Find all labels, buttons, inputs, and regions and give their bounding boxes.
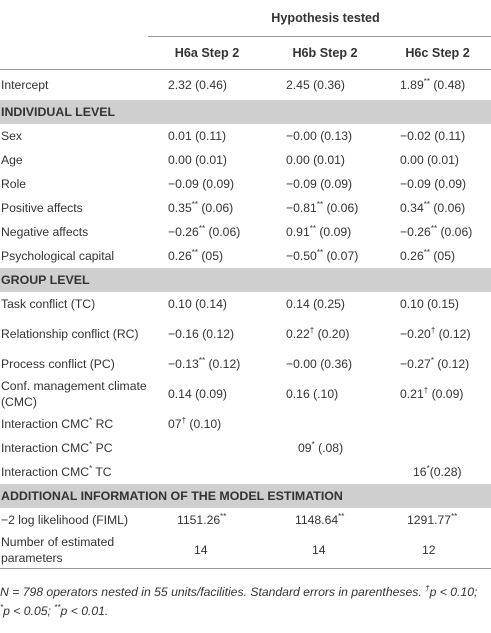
row-label: Psychological capital	[1, 249, 115, 263]
cell: 0.35** (0.06)	[168, 200, 234, 215]
table-row	[0, 172, 491, 196]
table-row	[0, 196, 491, 220]
cell: −0.00 (0.36)	[286, 357, 353, 371]
cell: 0.26** (05)	[168, 248, 224, 263]
cell: 09* (.08)	[298, 440, 344, 455]
row-label: Role	[1, 177, 27, 191]
cell: 0.10 (0.14)	[168, 297, 227, 311]
col-header-h6c: H6c Step 2	[384, 37, 491, 70]
cell: 07† (0.10)	[168, 416, 222, 431]
cell: 0.21† (0.09)	[400, 386, 464, 401]
cell: 0.34** (0.06)	[400, 200, 466, 215]
hypothesis-tested-header: Hypothesis tested	[271, 11, 380, 25]
row-label: Negative affects	[1, 225, 89, 239]
col-header-h6a: H6a Step 2	[148, 37, 266, 70]
cell: −0.09 (0.09)	[286, 177, 353, 191]
section-group-level: GROUP LEVEL	[0, 268, 491, 292]
cell: −0.16 (0.12)	[168, 327, 235, 341]
row-label: Number of estimated parameters	[0, 532, 148, 569]
cell	[148, 436, 266, 460]
row-label: Relationship conflict (RC)	[1, 327, 139, 341]
cell: −0.20† (0.12)	[400, 326, 471, 341]
section-header	[0, 268, 491, 292]
cell: −0.27* (0.12)	[400, 356, 470, 371]
cell: −0.02 (0.11)	[400, 129, 466, 143]
row-label: Sex	[1, 129, 23, 143]
cell: −0.13** (0.12)	[168, 356, 241, 371]
header-group-row	[0, 0, 491, 37]
cell	[384, 436, 491, 460]
table-row	[0, 460, 491, 484]
table-row	[0, 376, 491, 412]
cell: 14	[266, 532, 384, 569]
table-footnote	[0, 583, 491, 621]
cell: 0.14 (0.09)	[168, 387, 227, 401]
cell: −0.09 (0.09)	[400, 177, 467, 191]
table-row	[0, 508, 491, 532]
table-row	[0, 292, 491, 316]
table-row	[0, 220, 491, 244]
footnote-line-2: *p < 0.05; **p < 0.01.	[0, 603, 109, 618]
cell: 16*(0.28)	[413, 464, 462, 479]
cell: −0.09 (0.09)	[168, 177, 235, 191]
cell	[384, 412, 491, 436]
cell: −0.26** (0.06)	[400, 224, 473, 239]
cell: 1148.64**	[295, 512, 345, 527]
table-row	[0, 316, 491, 352]
cell: −0.81** (0.06)	[286, 200, 359, 215]
cell: 0.16 (.10)	[286, 387, 339, 401]
section-header	[0, 484, 491, 508]
row-label: Interaction CMC* PC	[1, 440, 113, 455]
cell: 0.91** (0.09)	[286, 224, 352, 239]
cell: 0.22† (0.20)	[286, 326, 350, 341]
table-row	[0, 436, 491, 460]
cell: 0.10 (0.15)	[400, 297, 459, 311]
table-row	[0, 148, 491, 172]
row-label: Interaction CMC* TC	[1, 464, 112, 479]
section-individual-level: INDIVIDUAL LEVEL	[0, 100, 491, 124]
col-header-h6b: H6b Step 2	[266, 37, 384, 70]
cell: 0.00 (0.01)	[400, 153, 459, 167]
cell: 0.01 (0.11)	[168, 129, 227, 143]
footnote-line-1: N = 798 operators nested in 55 units/facilities. Standard errors in parentheses. †p < 0.10;	[0, 584, 478, 599]
row-label: Age	[1, 153, 23, 167]
row-label: Positive affects	[1, 201, 83, 215]
cell: 14	[148, 532, 266, 569]
cell: 0.14 (0.25)	[286, 297, 345, 311]
table-row	[0, 352, 491, 376]
section-additional-info: ADDITIONAL INFORMATION OF THE MODEL ESTIMATION	[0, 484, 491, 508]
row-label: −2 log likelihood (FIML)	[1, 513, 129, 527]
cell: −0.50** (0.07)	[286, 248, 359, 263]
cell: −0.26** (0.06)	[168, 224, 241, 239]
header-columns-row	[0, 37, 491, 70]
row-label: Interaction CMC* RC	[1, 416, 114, 431]
cell	[266, 460, 384, 484]
table-row	[0, 412, 491, 436]
row-label: Intercept	[1, 78, 49, 92]
cell: 12	[384, 532, 491, 569]
cell: 2.32 (0.46)	[168, 78, 227, 92]
cell: 1151.26**	[177, 512, 227, 527]
header-blank	[0, 37, 148, 70]
cell	[266, 412, 384, 436]
cell: 0.00 (0.01)	[286, 153, 345, 167]
table-row	[0, 70, 491, 101]
row-label: Conf. management climate (CMC)	[1, 379, 147, 409]
cell: 1.89** (0.48)	[400, 77, 466, 92]
cell: 2.45 (0.36)	[286, 78, 345, 92]
row-label: Task conflict (TC)	[1, 297, 96, 311]
table-row	[0, 124, 491, 148]
cell: 0.00 (0.01)	[168, 153, 227, 167]
section-header	[0, 100, 491, 124]
row-label: Process conflict (PC)	[1, 357, 115, 371]
cell: −0.00 (0.13)	[286, 129, 353, 143]
cell: 0.26** (05)	[400, 248, 456, 263]
cell	[148, 460, 266, 484]
cell: 1291.77**	[407, 512, 458, 527]
table-row	[0, 244, 491, 268]
table-row	[0, 532, 491, 569]
